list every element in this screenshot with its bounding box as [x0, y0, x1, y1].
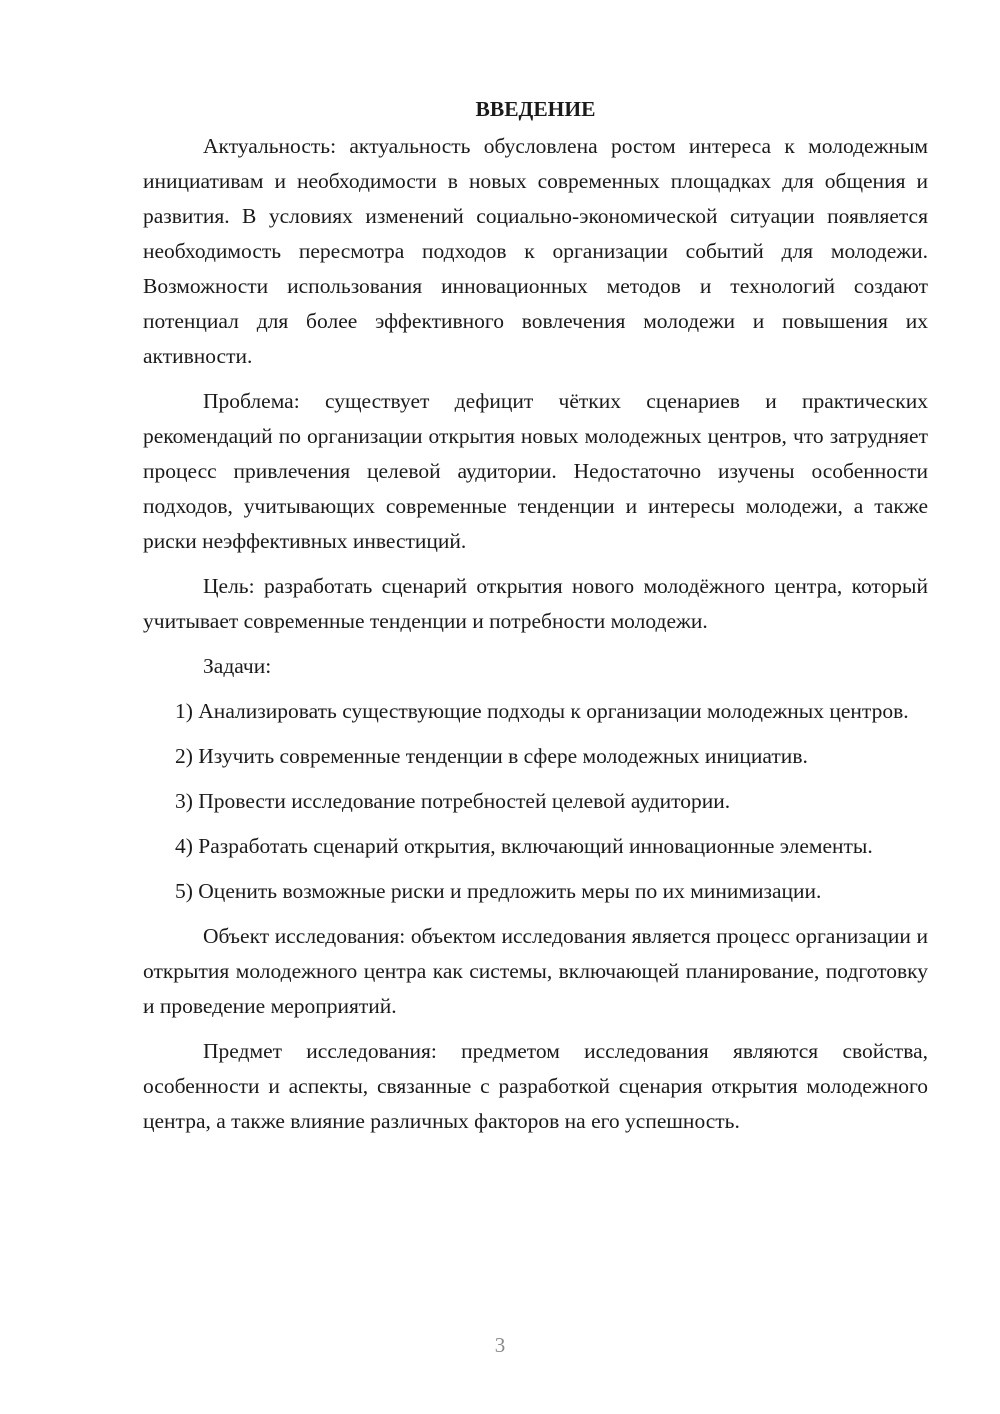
- section-title: ВВЕДЕНИЕ: [475, 97, 596, 121]
- document-page: [143, 92, 928, 1149]
- task-item-4: 4) Разработать сценарий открытия, включающий инновационные элементы.: [175, 834, 873, 858]
- task-item-3: 3) Провести исследование потребностей целевой аудитории.: [175, 789, 731, 813]
- goal-paragraph: Цель: разработать сценарий открытия нового молодёжного центра, который учитывает современные тенденции и потребности молодежи.: [143, 574, 928, 633]
- tasks-heading: Задачи:: [203, 654, 272, 678]
- task-item-2: 2) Изучить современные тенденции в сфере молодежных инициатив.: [175, 744, 808, 768]
- page-number: 3: [494, 1333, 506, 1357]
- object-paragraph: Объект исследования: объектом исследования является процесс организации и открытия молодежного центра как системы, включающей планирование, подготовку и проведение мероприятий.: [143, 924, 928, 1018]
- task-item-1: 1) Анализировать существующие подходы к организации молодежных центров.: [175, 699, 909, 723]
- subject-paragraph: Предмет исследования: предметом исследования являются свойства, особенности и аспекты, связанные с разработкой сценария открытия молодежного центра, а также влияние различных факторов на его успешность.: [143, 1039, 928, 1133]
- problem-paragraph: Проблема: существует дефицит чётких сценариев и практических рекомендаций по организации открытия новых молодежных центров, что затрудняет процесс привлечения целевой аудитории. Недостаточно изучены особенности подходов, учитывающих современные тенденции и интересы молодежи, а также риски неэффективных инвестиций.: [143, 389, 928, 553]
- task-item-5: 5) Оценить возможные риски и предложить меры по их минимизации.: [175, 879, 822, 903]
- relevance-paragraph: Актуальность: актуальность обусловлена ростом интереса к молодежным инициативам и необходимости в новых современных площадках для общения и развития. В условиях изменений социально-экономической ситуации появляется необходимость пересмотра подходов к организации событий для молодежи. Возможности использования инновационных методов и технологий создают потенциал для более эффективного вовлечения молодежи и повышения их активности.: [143, 134, 928, 368]
